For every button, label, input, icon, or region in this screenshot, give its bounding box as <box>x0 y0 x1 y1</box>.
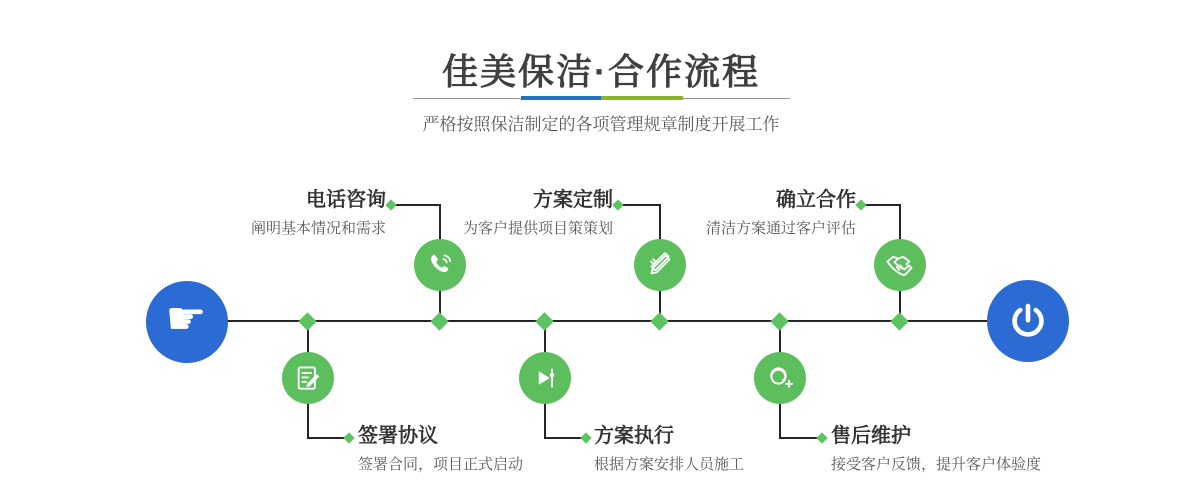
divider-green-segment <box>601 96 683 100</box>
connector-line <box>618 204 661 206</box>
timeline-diamond <box>535 312 553 330</box>
connector-line <box>391 204 441 206</box>
handshake-icon <box>884 249 916 281</box>
pencil-ruler-icon <box>645 250 675 280</box>
step-title: 确立合作 <box>776 189 856 211</box>
step-desc: 为客户提供项目策策划 <box>462 220 613 237</box>
step-title: 签署协议 <box>358 425 438 447</box>
timeline-diamond <box>298 312 316 330</box>
step-sign-agreement-label <box>358 424 523 474</box>
power-icon <box>1005 298 1051 344</box>
step-title: 方案执行 <box>594 425 674 447</box>
step-title: 售后维护 <box>831 425 911 447</box>
play-icon <box>530 363 560 393</box>
contract-icon <box>293 363 323 393</box>
node-phone-consult <box>414 239 466 291</box>
step-title: 方案定制 <box>533 189 613 211</box>
step-desc: 根据方案安排人员施工 <box>594 456 745 473</box>
label-diamond <box>343 432 354 443</box>
end-node <box>987 280 1069 362</box>
node-sign-agreement <box>282 352 334 404</box>
timeline-diamond <box>430 312 448 330</box>
label-diamond <box>385 199 396 210</box>
connector-line <box>861 204 901 206</box>
step-desc: 阐明基本情况和需求 <box>250 220 386 237</box>
step-after-sales-label <box>831 424 1041 474</box>
page-subtitle: 严格按照保洁制定的各项管理规章制度开展工作 <box>422 115 780 134</box>
timeline-diamond <box>650 312 668 330</box>
label-diamond <box>855 199 866 210</box>
step-title: 电话咨询 <box>306 189 386 211</box>
node-plan-execute <box>519 352 571 404</box>
label-diamond <box>816 432 827 443</box>
step-plan-execute-label <box>594 424 744 474</box>
step-desc: 接受客户反馈，提升客户体验度 <box>831 456 1042 473</box>
label-diamond <box>580 432 591 443</box>
node-after-sales <box>754 352 806 404</box>
label-diamond <box>612 199 623 210</box>
phone-icon <box>425 250 455 280</box>
node-confirm-cooperation <box>874 239 926 291</box>
step-phone-consult-label <box>251 188 386 238</box>
start-node <box>146 281 228 363</box>
divider-blue-segment <box>521 96 601 100</box>
timeline-diamond <box>890 312 908 330</box>
page-title: 佳美保洁·合作流程 <box>442 51 760 92</box>
node-plan-custom <box>634 239 686 291</box>
headset-icon <box>764 362 796 394</box>
pointing-hand-icon: ☛ <box>165 291 207 345</box>
step-confirm-cooperation-label <box>706 188 856 238</box>
step-desc: 签署合同，项目正式启动 <box>358 456 524 473</box>
step-plan-custom-label <box>463 188 613 238</box>
step-desc: 清洁方案通过客户评估 <box>705 220 856 237</box>
timeline-diamond <box>770 312 788 330</box>
title-divider <box>413 96 790 102</box>
